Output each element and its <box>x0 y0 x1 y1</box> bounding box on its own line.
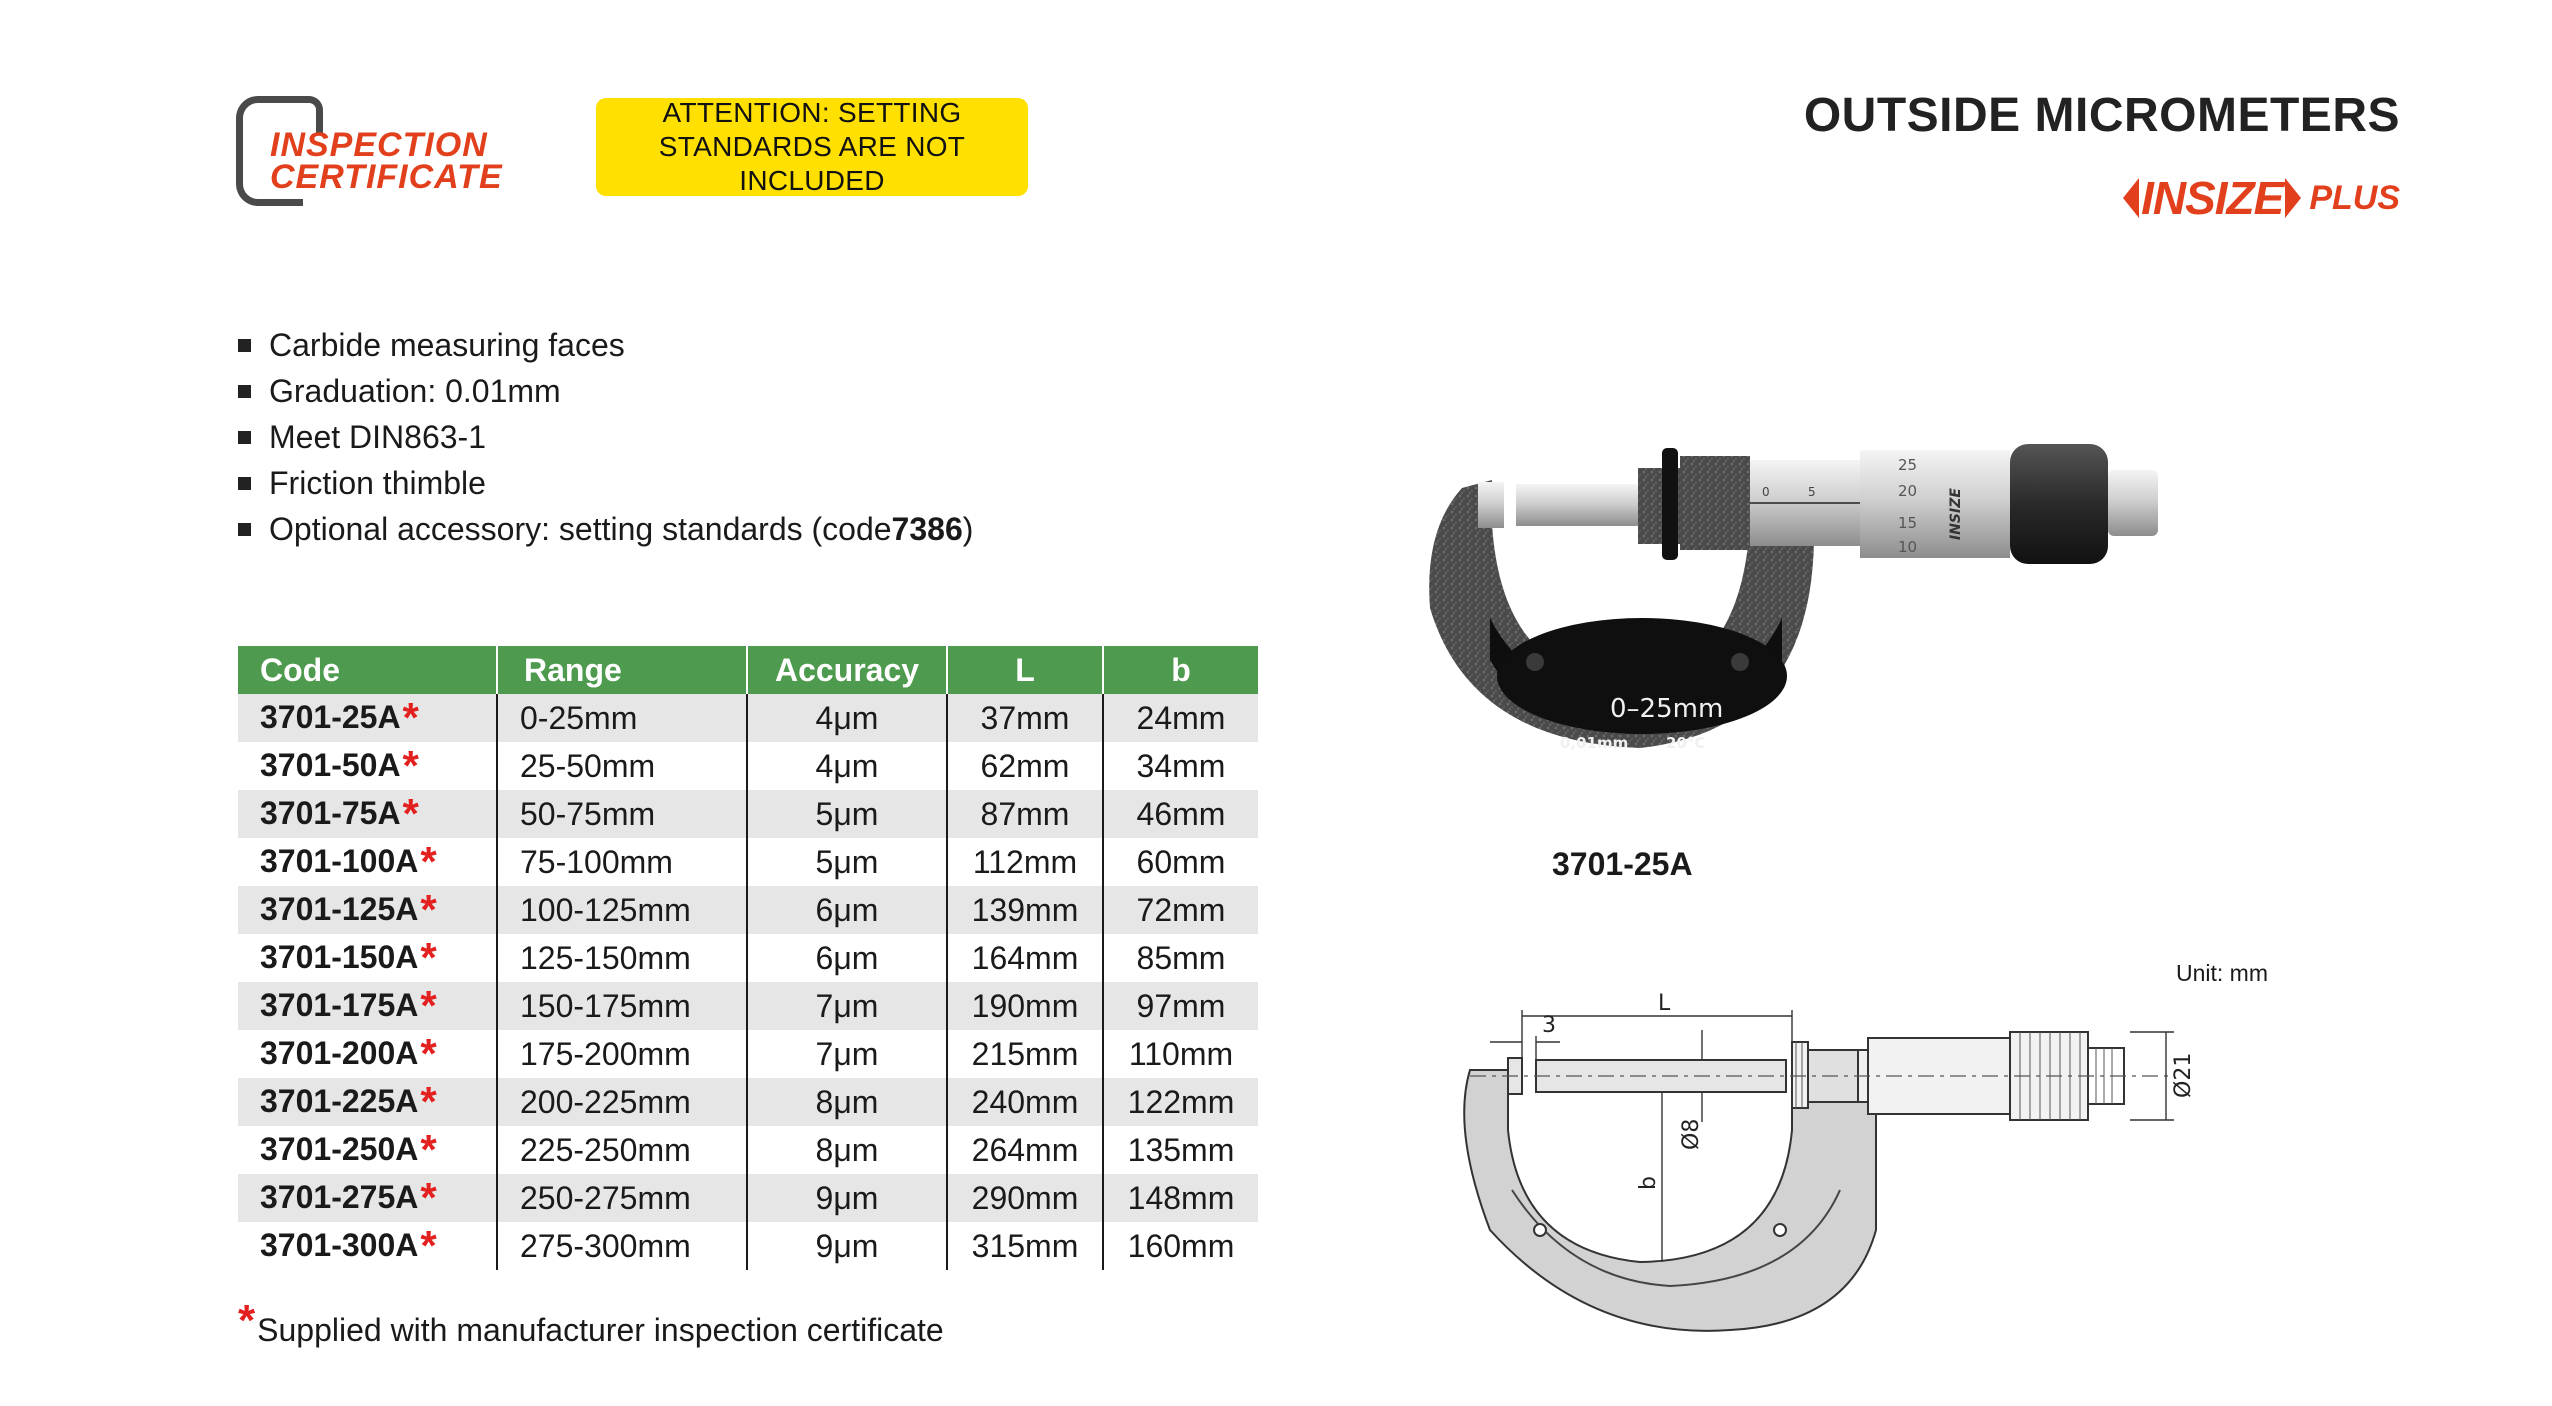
cell-l <box>947 790 1103 838</box>
table-row <box>238 838 1258 886</box>
cell-range-text: 225-250mm <box>520 1131 691 1168</box>
square-bullet-icon <box>238 477 251 490</box>
col-header-b: b <box>1103 646 1258 694</box>
cell-accuracy-text: 6μm <box>815 891 879 928</box>
cell-b <box>1103 886 1258 934</box>
cell-code-text: 3701-100A <box>260 843 419 879</box>
cell-code <box>238 1078 497 1126</box>
cell-accuracy <box>747 1174 947 1222</box>
cell-range-text: 25-50mm <box>520 747 656 784</box>
anvil <box>1478 482 1504 528</box>
square-bullet-icon <box>238 431 251 444</box>
cell-b <box>1103 838 1258 886</box>
thimble <box>1860 450 2010 558</box>
cell-l <box>947 1078 1103 1126</box>
cell-accuracy-text: 4μm <box>815 699 879 736</box>
table-row <box>238 934 1258 982</box>
cell-accuracy-text: 6μm <box>815 939 879 976</box>
feature-item <box>238 322 973 368</box>
footnote-text: Supplied with manufacturer inspection certificate <box>257 1312 944 1348</box>
cell-l <box>947 1174 1103 1222</box>
cell-b <box>1103 982 1258 1030</box>
cell-b <box>1103 694 1258 742</box>
cell-range-text: 100-125mm <box>520 891 691 928</box>
square-bullet-icon <box>238 385 251 398</box>
cell-code <box>238 1174 497 1222</box>
footnote-star: * <box>238 1296 256 1345</box>
cell-code-text: 3701-50A <box>260 747 401 783</box>
cell-code-text: 3701-150A <box>260 939 419 975</box>
cell-accuracy-text: 5μm <box>815 843 879 880</box>
lock-ring <box>1662 448 1678 560</box>
certificate-star: * <box>402 742 419 789</box>
accessory-code: 7386 <box>891 510 963 547</box>
cell-b-text: 60mm <box>1136 843 1226 880</box>
spec-table-body <box>238 694 1258 1270</box>
cell-l <box>947 934 1103 982</box>
col-header-l: L <box>947 646 1103 694</box>
cell-code <box>238 1030 497 1078</box>
inspection-certificate-logo <box>236 96 536 196</box>
unit-label: Unit: mm <box>2176 960 2268 986</box>
square-bullet-icon <box>238 523 251 536</box>
cell-range <box>497 790 747 838</box>
thimble-mark-15: 15 <box>1898 514 1918 532</box>
footnote <box>238 1296 944 1349</box>
thimble-brand: INSIZE <box>1948 488 1964 540</box>
certificate-star: * <box>420 886 437 933</box>
square-bullet-icon <box>238 339 251 352</box>
thimble-mark-10: 10 <box>1898 538 1918 556</box>
cell-b-text: 24mm <box>1136 699 1226 736</box>
cell-range <box>497 1222 747 1270</box>
cell-range <box>497 694 747 742</box>
plate-screw-left <box>1526 653 1544 671</box>
cell-b <box>1103 1030 1258 1078</box>
cell-accuracy-text: 7μm <box>815 987 879 1024</box>
drawing-lock-ring <box>1792 1042 1808 1108</box>
cell-l <box>947 1222 1103 1270</box>
cell-l <box>947 1030 1103 1078</box>
table-row <box>238 1222 1258 1270</box>
cell-b-text: 160mm <box>1127 1227 1235 1264</box>
dim-label-3: 3 <box>1542 1013 1556 1038</box>
cell-code-text: 3701-200A <box>260 1035 419 1071</box>
table-row <box>238 1030 1258 1078</box>
certificate-star: * <box>420 1222 437 1269</box>
cell-range-text: 150-175mm <box>520 987 691 1024</box>
brand-name: INSIZE <box>2141 172 2284 224</box>
plate-screw-right <box>1731 653 1749 671</box>
sleeve-mark-0: 0 <box>1762 485 1770 499</box>
cell-b <box>1103 1126 1258 1174</box>
feature-list <box>238 322 973 552</box>
certificate-star: * <box>402 694 419 741</box>
thimble-mark-25: 25 <box>1898 456 1918 474</box>
feature-text: Friction thimble <box>269 464 486 501</box>
cell-accuracy-text: 8μm <box>815 1131 879 1168</box>
cell-b-text: 85mm <box>1136 939 1226 976</box>
cell-l <box>947 1126 1103 1174</box>
cell-l <box>947 886 1103 934</box>
table-row <box>238 1126 1258 1174</box>
cell-accuracy-text: 9μm <box>815 1179 879 1216</box>
cell-accuracy <box>747 934 947 982</box>
cell-b <box>1103 934 1258 982</box>
dim-label-l: L <box>1658 991 1671 1016</box>
cell-code-text: 3701-75A <box>260 795 401 831</box>
cell-accuracy-text: 9μm <box>815 1227 879 1264</box>
feature-item <box>238 506 973 552</box>
cell-accuracy <box>747 1126 947 1174</box>
cell-l-text: 290mm <box>971 1179 1079 1216</box>
cell-code <box>238 1222 497 1270</box>
cell-range-text: 200-225mm <box>520 1083 691 1120</box>
cell-l-text: 264mm <box>971 1131 1079 1168</box>
cell-range <box>497 1030 747 1078</box>
cell-b-text: 46mm <box>1136 795 1226 832</box>
cell-code <box>238 694 497 742</box>
cell-range <box>497 1174 747 1222</box>
cell-range <box>497 934 747 982</box>
frame-boss <box>1680 456 1750 550</box>
col-header-code: Code <box>238 646 497 694</box>
cell-b-text: 148mm <box>1127 1179 1235 1216</box>
insize-plus-logo <box>2123 170 2400 226</box>
cell-accuracy <box>747 1222 947 1270</box>
cell-b-text: 135mm <box>1127 1131 1235 1168</box>
attention-line-2: STANDARDS ARE NOT INCLUDED <box>658 131 966 196</box>
certificate-star: * <box>420 1126 437 1173</box>
brand-arrow-left-icon <box>2123 178 2139 218</box>
col-header-range: Range <box>497 646 747 694</box>
table-row <box>238 694 1258 742</box>
cell-b <box>1103 790 1258 838</box>
cell-accuracy <box>747 790 947 838</box>
cell-l-text: 190mm <box>971 987 1079 1024</box>
cell-accuracy <box>747 838 947 886</box>
product-caption: 3701-25A <box>1552 846 1693 882</box>
feature-item <box>238 460 973 506</box>
cell-range <box>497 1078 747 1126</box>
cell-accuracy <box>747 742 947 790</box>
cell-range-text: 175-200mm <box>520 1035 691 1072</box>
cell-code-text: 3701-25A <box>260 699 401 735</box>
cell-b-text: 34mm <box>1136 747 1226 784</box>
cell-accuracy-text: 8μm <box>815 1083 879 1120</box>
cell-code <box>238 790 497 838</box>
feature-item <box>238 414 973 460</box>
certificate-star: * <box>420 934 437 981</box>
drawing-frame <box>1464 1070 1876 1331</box>
cell-range-text: 50-75mm <box>520 795 656 832</box>
cell-b-text: 97mm <box>1136 987 1226 1024</box>
cell-accuracy <box>747 1030 947 1078</box>
frame-range-label: 0–25mm <box>1610 694 1724 724</box>
cell-l-text: 315mm <box>971 1227 1079 1264</box>
table-header-row <box>238 646 1258 694</box>
thimble-mark-20: 20 <box>1898 482 1918 500</box>
table-row <box>238 742 1258 790</box>
cell-range-text: 250-275mm <box>520 1179 691 1216</box>
frame-temp-label: 20°C <box>1666 734 1706 752</box>
cell-code <box>238 934 497 982</box>
micrometer-photo <box>1410 430 2340 790</box>
cell-code-text: 3701-250A <box>260 1131 419 1167</box>
table-row <box>238 886 1258 934</box>
table-row <box>238 1174 1258 1222</box>
feature-text: Meet DIN863-1 <box>269 418 486 455</box>
cell-code <box>238 982 497 1030</box>
cell-b-text: 110mm <box>1128 1035 1234 1072</box>
attention-line-1: ATTENTION: SETTING <box>662 97 962 128</box>
certificate-star: * <box>420 1030 437 1077</box>
cell-code <box>238 886 497 934</box>
cell-accuracy-text: 7μm <box>815 1035 879 1072</box>
cell-l-text: 112mm <box>972 843 1078 880</box>
attention-notice <box>596 98 1028 196</box>
cell-code <box>238 838 497 886</box>
cell-l-text: 215mm <box>971 1035 1079 1072</box>
feature-item <box>238 368 973 414</box>
cell-code <box>238 1126 497 1174</box>
cell-b <box>1103 1222 1258 1270</box>
dim-label-d21: Ø21 <box>2171 1052 2196 1098</box>
cell-code-text: 3701-175A <box>260 987 419 1023</box>
cell-accuracy <box>747 886 947 934</box>
cell-range <box>497 886 747 934</box>
certificate-star: * <box>420 982 437 1029</box>
cell-l-text: 240mm <box>971 1083 1079 1120</box>
cell-b-text: 122mm <box>1127 1083 1235 1120</box>
cell-b <box>1103 1078 1258 1126</box>
table-row <box>238 1078 1258 1126</box>
certificate-star: * <box>402 790 419 837</box>
cell-l <box>947 982 1103 1030</box>
cell-l-text: 87mm <box>980 795 1070 832</box>
dimension-drawing <box>1430 980 2310 1340</box>
certificate-star: * <box>420 838 437 885</box>
feature-text: Carbide measuring faces <box>269 326 625 363</box>
page-title: OUTSIDE MICROMETERS <box>1803 89 2400 142</box>
cell-accuracy-text: 4μm <box>815 747 879 784</box>
feature-text-end: ) <box>962 510 974 547</box>
cell-l <box>947 694 1103 742</box>
dim-label-b: b <box>1636 1176 1661 1190</box>
spindle <box>1516 484 1650 526</box>
cell-l <box>947 742 1103 790</box>
cell-code-text: 3701-275A <box>260 1179 419 1215</box>
cell-code-text: 3701-225A <box>260 1083 419 1119</box>
cell-range-text: 75-100mm <box>520 843 673 880</box>
frame-graduation-label: 0,01mm <box>1560 734 1629 752</box>
logo-line-2: CERTIFICATE <box>270 158 503 196</box>
cell-l-text: 37mm <box>980 699 1070 736</box>
cell-l <box>947 838 1103 886</box>
cell-range-text: 275-300mm <box>520 1227 691 1264</box>
spec-table <box>238 646 1258 1270</box>
feature-text: Optional accessory: setting standards (code <box>269 510 892 547</box>
cell-code-text: 3701-300A <box>260 1227 419 1263</box>
dim-label-d8: Ø8 <box>1679 1118 1704 1150</box>
cell-range-text: 0-25mm <box>520 699 638 736</box>
cell-accuracy <box>747 982 947 1030</box>
ratchet-knob <box>2010 444 2108 564</box>
cell-b <box>1103 742 1258 790</box>
cell-range <box>497 742 747 790</box>
logo-line-1: INSPECTION <box>270 126 488 164</box>
cell-l-text: 139mm <box>971 891 1079 928</box>
cell-accuracy <box>747 694 947 742</box>
sleeve-mark-5: 5 <box>1808 485 1816 499</box>
ratchet-end <box>2108 470 2158 536</box>
feature-text: Graduation: 0.01mm <box>269 372 561 409</box>
brand-arrow-right-icon <box>2285 178 2301 218</box>
cell-accuracy-text: 5μm <box>815 795 879 832</box>
table-row <box>238 982 1258 1030</box>
certificate-star: * <box>420 1174 437 1221</box>
cell-range <box>497 1126 747 1174</box>
cell-range-text: 125-150mm <box>520 939 691 976</box>
cell-range <box>497 838 747 886</box>
cell-accuracy <box>747 1078 947 1126</box>
cell-code-text: 3701-125A <box>260 891 419 927</box>
certificate-star: * <box>420 1078 437 1125</box>
cell-b <box>1103 1174 1258 1222</box>
brand-suffix: PLUS <box>2309 178 2400 217</box>
cell-code <box>238 742 497 790</box>
table-row <box>238 790 1258 838</box>
cell-range <box>497 982 747 1030</box>
cell-l-text: 62mm <box>980 747 1070 784</box>
cell-b-text: 72mm <box>1136 891 1226 928</box>
col-header-accuracy: Accuracy <box>747 646 947 694</box>
cell-l-text: 164mm <box>971 939 1079 976</box>
